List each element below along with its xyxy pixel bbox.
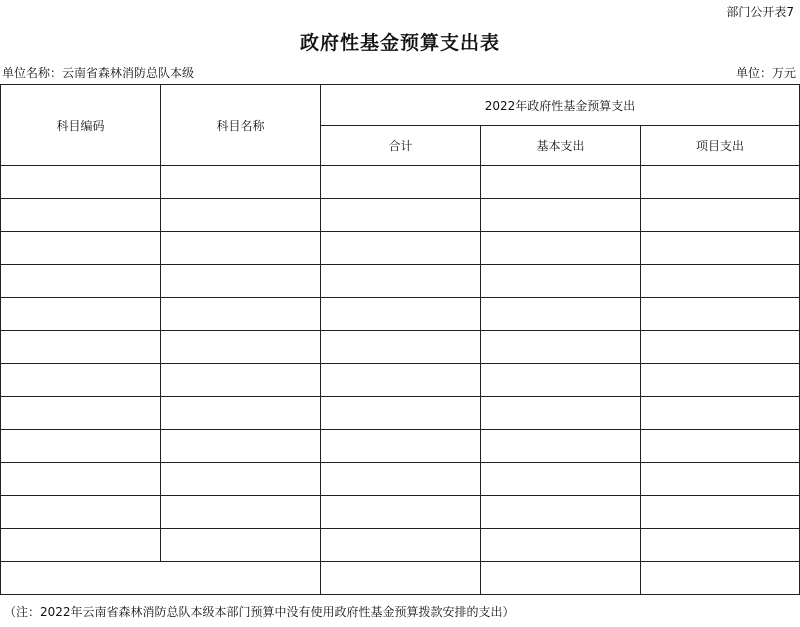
table-cell	[1, 232, 161, 265]
table-cell	[1, 496, 161, 529]
table-cell	[321, 232, 481, 265]
table-cell	[641, 463, 800, 496]
table-row	[1, 463, 800, 496]
table-cell	[1, 529, 161, 562]
table-cell	[321, 529, 481, 562]
table-row	[1, 166, 800, 199]
table-cell	[321, 298, 481, 331]
table-cell	[481, 463, 641, 496]
table-cell	[161, 166, 321, 199]
table-cell	[1, 463, 161, 496]
table-row	[1, 199, 800, 232]
table-cell	[1, 331, 161, 364]
table-cell	[161, 463, 321, 496]
table-cell	[481, 529, 641, 562]
table-cell	[641, 397, 800, 430]
table-cell	[641, 166, 800, 199]
table-cell	[481, 430, 641, 463]
table-cell	[1, 265, 161, 298]
table-cell	[161, 430, 321, 463]
table-cell	[321, 562, 481, 595]
table-cell	[321, 397, 481, 430]
table-cell	[481, 364, 641, 397]
header-subject-name: 科目名称	[161, 85, 321, 166]
budget-table	[0, 84, 800, 595]
header-fund-expenditure-group: 2022年政府性基金预算支出	[321, 85, 800, 126]
table-cell	[321, 265, 481, 298]
document-code: 部门公开表7	[726, 5, 794, 19]
table-row	[1, 298, 800, 331]
table-cell	[1, 397, 161, 430]
table-row	[1, 265, 800, 298]
table-row-total	[1, 562, 800, 595]
table-row	[1, 331, 800, 364]
table-row	[1, 364, 800, 397]
footnote: （注：2022年云南省森林消防总队本级本部门预算中没有使用政府性基金预算拨款安排的支出）	[4, 605, 515, 619]
table-cell	[321, 364, 481, 397]
table-cell	[1, 562, 321, 595]
table-row	[1, 430, 800, 463]
table-cell	[481, 265, 641, 298]
table-cell	[641, 232, 800, 265]
table-cell	[641, 298, 800, 331]
table-cell	[481, 199, 641, 232]
table-cell	[161, 364, 321, 397]
table-cell	[481, 397, 641, 430]
page-title: 政府性基金预算支出表	[299, 32, 500, 54]
table-cell	[161, 331, 321, 364]
table-cell	[1, 199, 161, 232]
table-row	[1, 496, 800, 529]
unit-name-label: 单位名称：云南省森林消防总队本级	[2, 66, 195, 80]
table-cell	[161, 496, 321, 529]
table-cell	[481, 496, 641, 529]
table-cell	[481, 562, 641, 595]
header-total: 合计	[321, 126, 481, 166]
table-cell	[481, 232, 641, 265]
table-cell	[481, 166, 641, 199]
table-cell	[641, 529, 800, 562]
table-cell	[641, 199, 800, 232]
table-cell	[1, 166, 161, 199]
table-row	[1, 397, 800, 430]
table-cell	[161, 232, 321, 265]
table-row	[1, 232, 800, 265]
currency-unit-label: 单位：万元	[735, 66, 796, 80]
table-cell	[1, 430, 161, 463]
table-cell	[641, 331, 800, 364]
table-cell	[481, 331, 641, 364]
table-cell	[161, 265, 321, 298]
table-cell	[1, 364, 161, 397]
table-cell	[641, 364, 800, 397]
header-subject-code: 科目编码	[1, 85, 161, 166]
table-cell	[641, 430, 800, 463]
table-cell	[321, 166, 481, 199]
table-cell	[481, 298, 641, 331]
table-row	[1, 529, 800, 562]
table-cell	[161, 298, 321, 331]
table-cell	[321, 496, 481, 529]
table-cell	[321, 463, 481, 496]
table-cell	[321, 331, 481, 364]
table-cell	[161, 199, 321, 232]
table-cell	[161, 397, 321, 430]
table-cell	[1, 298, 161, 331]
table-cell	[321, 199, 481, 232]
header-project-expenditure: 项目支出	[641, 126, 800, 166]
table-cell	[321, 430, 481, 463]
table-cell	[641, 562, 800, 595]
header-basic-expenditure: 基本支出	[481, 126, 641, 166]
table-cell	[641, 496, 800, 529]
table-cell	[641, 265, 800, 298]
table-cell	[161, 529, 321, 562]
